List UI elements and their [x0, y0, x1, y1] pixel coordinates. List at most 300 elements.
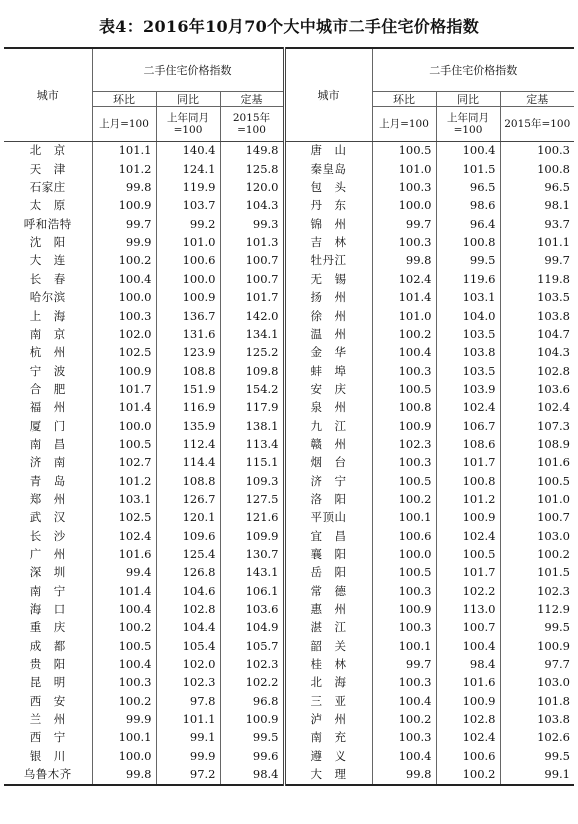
base-cell: 102.6: [500, 729, 574, 747]
mom-cell: 100.0: [92, 289, 156, 307]
city-cell: 太 原: [29, 198, 66, 213]
city-cell: 南 京: [29, 326, 66, 341]
base-cell: 100.9: [220, 711, 284, 729]
yoy-cell: 101.6: [436, 674, 500, 692]
yoy-cell: 105.4: [156, 637, 220, 655]
price-index-table: [4, 47, 574, 786]
mom-cell: 99.4: [92, 564, 156, 582]
base-cell: 113.4: [220, 436, 284, 454]
city-cell: 杭 州: [29, 345, 66, 360]
yoy-cell: 99.2: [156, 215, 220, 233]
yoy-cell: 109.6: [156, 527, 220, 545]
yoy-cell: 100.8: [436, 472, 500, 490]
city-cell: 烟 台: [284, 454, 372, 472]
table-row: [4, 729, 574, 747]
city-cell: 长 沙: [29, 528, 66, 543]
mom-cell: 99.8: [372, 252, 436, 270]
city-cell: 锦 州: [284, 215, 372, 233]
yoy-cell: 103.1: [436, 289, 500, 307]
mom-cell: 99.7: [92, 215, 156, 233]
yoy-cell: 112.4: [156, 436, 220, 454]
yoy-cell: 100.9: [156, 289, 220, 307]
base-cell: 121.6: [220, 509, 284, 527]
yoy-cell: 101.2: [436, 491, 500, 509]
city-cell: 徐 州: [284, 307, 372, 325]
yoy-cell: 108.8: [156, 472, 220, 490]
base-cell: 101.6: [500, 454, 574, 472]
base-cell: 100.8: [500, 160, 574, 178]
city-cell: 北 海: [284, 674, 372, 692]
mom-cell: 100.4: [92, 601, 156, 619]
yoy-cell: 114.4: [156, 454, 220, 472]
base-cell: 130.7: [220, 546, 284, 564]
base-cell: 99.5: [220, 729, 284, 747]
yoy-cell: 102.4: [436, 729, 500, 747]
city-cell: 贵 阳: [29, 657, 66, 672]
mom-cell: 100.3: [92, 674, 156, 692]
base-cell: 103.5: [500, 289, 574, 307]
mom-cell: 101.2: [92, 160, 156, 178]
city-cell: 福 州: [29, 400, 66, 415]
yoy-cell: 113.0: [436, 601, 500, 619]
table-row: [4, 252, 574, 270]
mom-cell: 99.7: [372, 656, 436, 674]
base-cell: 100.7: [220, 270, 284, 288]
yoy-cell: 103.7: [156, 197, 220, 215]
city-cell: 西 安: [29, 693, 66, 708]
mom-cell: 100.4: [92, 270, 156, 288]
city-cell: 韶 关: [284, 637, 372, 655]
yoy-cell: 102.4: [436, 527, 500, 545]
table-row: [4, 656, 574, 674]
base-cell: 142.0: [220, 307, 284, 325]
base-cell: 99.3: [220, 215, 284, 233]
table-row: [4, 197, 574, 215]
mom-cell: 100.3: [372, 179, 436, 197]
base-cell: 127.5: [220, 491, 284, 509]
mom-cell: 100.3: [372, 674, 436, 692]
mom-cell: 102.4: [372, 270, 436, 288]
city-cell: 南 充: [284, 729, 372, 747]
mom-cell: 101.4: [92, 582, 156, 600]
city-header-left: 城市: [4, 48, 92, 142]
city-cell: 深 圳: [29, 565, 66, 580]
yoy-header-right: 同比: [436, 92, 500, 107]
base-cell: 102.3: [500, 582, 574, 600]
yoy-cell: 123.9: [156, 344, 220, 362]
mom-cell: 101.1: [92, 142, 156, 161]
base-cell: 104.3: [500, 344, 574, 362]
yoy-cell: 102.0: [156, 656, 220, 674]
table-body: [4, 142, 574, 786]
table-row: [4, 344, 574, 362]
yoy-cell: 100.6: [436, 747, 500, 765]
base-cell: 108.9: [500, 436, 574, 454]
city-cell: 大 理: [284, 766, 372, 785]
yoy-cell: 101.7: [436, 454, 500, 472]
city-cell: 安 庆: [284, 380, 372, 398]
city-cell: 西 宁: [29, 730, 66, 745]
yoy-cell: 100.0: [156, 270, 220, 288]
yoy-cell: 101.7: [436, 564, 500, 582]
base-cell: 109.8: [220, 362, 284, 380]
yoy-cell: 135.9: [156, 417, 220, 435]
city-cell: 济 南: [29, 455, 66, 470]
mom-cell: 100.9: [372, 601, 436, 619]
yoy-cell: 126.7: [156, 491, 220, 509]
mom-cell: 100.0: [372, 546, 436, 564]
mom-cell: 102.5: [92, 344, 156, 362]
mom-cell: 100.3: [372, 234, 436, 252]
yoy-cell: 100.5: [436, 546, 500, 564]
yoy-cell: 100.9: [436, 692, 500, 710]
mom-cell: 100.6: [372, 527, 436, 545]
yoy-cell: 104.6: [156, 582, 220, 600]
city-cell: 常 德: [284, 582, 372, 600]
mom-cell: 100.3: [372, 582, 436, 600]
base-cell: 101.0: [500, 491, 574, 509]
table-row: [4, 215, 574, 233]
base-cell: 112.9: [500, 601, 574, 619]
yoy-cell: 131.6: [156, 325, 220, 343]
yoy-cell: 99.5: [436, 252, 500, 270]
yoy-cell: 100.4: [436, 637, 500, 655]
mom-cell: 101.4: [92, 399, 156, 417]
city-cell: 重 庆: [29, 620, 66, 635]
table-row: [4, 711, 574, 729]
yoy-cell: 102.8: [156, 601, 220, 619]
city-cell: 丹 东: [284, 197, 372, 215]
mom-cell: 100.5: [372, 564, 436, 582]
yoy-base-left: 上年同月=100: [156, 107, 220, 142]
yoy-cell: 106.7: [436, 417, 500, 435]
city-cell: 石家庄: [29, 180, 66, 195]
mom-cell: 100.5: [372, 380, 436, 398]
mom-cell: 100.3: [372, 619, 436, 637]
mom-cell: 100.4: [372, 747, 436, 765]
table-row: [4, 234, 574, 252]
table-row: [4, 491, 574, 509]
base-cell: 109.3: [220, 472, 284, 490]
city-cell: 岳 阳: [284, 564, 372, 582]
table-row: [4, 307, 574, 325]
yoy-cell: 99.9: [156, 747, 220, 765]
yoy-cell: 100.7: [436, 619, 500, 637]
yoy-cell: 97.2: [156, 766, 220, 785]
base-cell: 100.5: [500, 472, 574, 490]
index-header-left: 二手住宅价格指数: [92, 48, 284, 92]
city-cell: 平顶山: [284, 509, 372, 527]
yoy-cell: 103.9: [436, 380, 500, 398]
table-row: [4, 766, 574, 785]
mom-cell: 100.3: [372, 454, 436, 472]
yoy-cell: 96.4: [436, 215, 500, 233]
base-cell: 102.4: [500, 399, 574, 417]
base-cell: 98.1: [500, 197, 574, 215]
city-cell: 大 连: [29, 253, 66, 268]
mom-cell: 100.2: [92, 252, 156, 270]
yoy-cell: 104.4: [156, 619, 220, 637]
mom-cell: 100.5: [92, 436, 156, 454]
yoy-cell: 116.9: [156, 399, 220, 417]
base-cell: 100.3: [500, 142, 574, 161]
mom-cell: 101.0: [372, 307, 436, 325]
base-cell: 109.9: [220, 527, 284, 545]
table-row: [4, 270, 574, 288]
mom-cell: 100.5: [372, 472, 436, 490]
base-cell: 98.4: [220, 766, 284, 785]
base-cell: 99.6: [220, 747, 284, 765]
mom-cell: 100.9: [92, 362, 156, 380]
yoy-cell: 99.1: [156, 729, 220, 747]
yoy-cell: 108.6: [436, 436, 500, 454]
yoy-cell: 102.4: [436, 399, 500, 417]
base-cell: 115.1: [220, 454, 284, 472]
mom-cell: 100.0: [92, 747, 156, 765]
city-cell: 无 锡: [284, 270, 372, 288]
table-row: [4, 546, 574, 564]
yoy-cell: 100.8: [436, 234, 500, 252]
city-cell: 牡丹江: [284, 252, 372, 270]
base-cell: 96.5: [500, 179, 574, 197]
yoy-cell: 98.4: [436, 656, 500, 674]
city-cell: 宜 昌: [284, 527, 372, 545]
base-cell: 100.7: [500, 509, 574, 527]
mom-base-right: 上月=100: [372, 107, 436, 142]
base-cell: 99.5: [500, 747, 574, 765]
city-cell: 惠 州: [284, 601, 372, 619]
city-cell: 泉 州: [284, 399, 372, 417]
mom-cell: 100.9: [92, 197, 156, 215]
yoy-cell: 102.2: [436, 582, 500, 600]
mom-cell: 100.2: [372, 491, 436, 509]
city-cell: 青 岛: [29, 473, 66, 488]
table-row: [4, 454, 574, 472]
base-cell: 102.2: [220, 674, 284, 692]
city-cell: 长 春: [29, 271, 66, 286]
base-cell: 101.3: [220, 234, 284, 252]
table-row: [4, 325, 574, 343]
mom-cell: 100.9: [372, 417, 436, 435]
table-row: [4, 582, 574, 600]
base-cell: 104.3: [220, 197, 284, 215]
city-cell: 武 汉: [29, 510, 66, 525]
city-cell: 金 华: [284, 344, 372, 362]
mom-cell: 102.7: [92, 454, 156, 472]
yoy-cell: 102.8: [436, 711, 500, 729]
mom-cell: 100.2: [372, 711, 436, 729]
city-cell: 南 昌: [29, 436, 66, 451]
table-row: [4, 142, 574, 161]
mom-cell: 100.3: [372, 729, 436, 747]
yoy-cell: 101.0: [156, 234, 220, 252]
base-header-left: 定基: [220, 92, 284, 107]
city-cell: 上 海: [29, 308, 66, 323]
base-cell: 143.1: [220, 564, 284, 582]
table-row: [4, 472, 574, 490]
city-cell: 温 州: [284, 325, 372, 343]
city-cell: 秦皇岛: [284, 160, 372, 178]
mom-cell: 99.9: [92, 711, 156, 729]
base-cell: 119.8: [500, 270, 574, 288]
base-base-right: 2015年=100: [500, 107, 574, 142]
base-cell: 125.8: [220, 160, 284, 178]
yoy-cell: 140.4: [156, 142, 220, 161]
city-cell: 兰 州: [29, 712, 66, 727]
city-cell: 吉 林: [284, 234, 372, 252]
base-cell: 101.8: [500, 692, 574, 710]
yoy-cell: 96.5: [436, 179, 500, 197]
city-cell: 天 津: [29, 161, 66, 176]
city-cell: 呼和浩特: [23, 216, 72, 231]
city-cell: 赣 州: [284, 436, 372, 454]
mom-cell: 102.0: [92, 325, 156, 343]
mom-cell: 101.0: [372, 160, 436, 178]
base-cell: 97.7: [500, 656, 574, 674]
city-cell: 包 头: [284, 179, 372, 197]
mom-cell: 100.5: [92, 637, 156, 655]
base-cell: 106.1: [220, 582, 284, 600]
base-cell: 103.6: [220, 601, 284, 619]
base-cell: 103.6: [500, 380, 574, 398]
table-title: 表4：2016年10月70个大中城市二手住宅价格指数: [99, 17, 479, 36]
base-cell: 101.1: [500, 234, 574, 252]
base-cell: 104.7: [500, 325, 574, 343]
yoy-cell: 100.9: [436, 509, 500, 527]
city-cell: 海 口: [29, 602, 66, 617]
mom-cell: 103.1: [92, 491, 156, 509]
base-cell: 100.7: [220, 252, 284, 270]
table-row: [4, 436, 574, 454]
mom-cell: 99.9: [92, 234, 156, 252]
city-cell: 扬 州: [284, 289, 372, 307]
city-cell: 蚌 埠: [284, 362, 372, 380]
table-row: [4, 509, 574, 527]
mom-cell: 102.3: [372, 436, 436, 454]
mom-cell: 101.7: [92, 380, 156, 398]
yoy-cell: 103.5: [436, 362, 500, 380]
city-cell: 济 宁: [284, 472, 372, 490]
table-row: [4, 527, 574, 545]
city-cell: 襄 阳: [284, 546, 372, 564]
yoy-cell: 126.8: [156, 564, 220, 582]
base-cell: 100.2: [500, 546, 574, 564]
mom-cell: 100.3: [372, 362, 436, 380]
base-cell: 107.3: [500, 417, 574, 435]
mom-cell: 100.3: [92, 307, 156, 325]
yoy-cell: 98.6: [436, 197, 500, 215]
base-cell: 154.2: [220, 380, 284, 398]
mom-cell: 99.8: [92, 766, 156, 785]
yoy-cell: 103.8: [436, 344, 500, 362]
city-cell: 三 亚: [284, 692, 372, 710]
mom-cell: 99.8: [372, 766, 436, 785]
table-row: [4, 619, 574, 637]
table-row: [4, 747, 574, 765]
mom-cell: 100.0: [372, 197, 436, 215]
base-cell: 99.7: [500, 252, 574, 270]
yoy-cell: 103.5: [436, 325, 500, 343]
yoy-cell: 108.8: [156, 362, 220, 380]
city-cell: 北 京: [29, 143, 66, 158]
city-cell: 成 都: [29, 638, 66, 653]
mom-cell: 100.2: [92, 692, 156, 710]
yoy-cell: 100.6: [156, 252, 220, 270]
base-cell: 99.5: [500, 619, 574, 637]
city-cell: 九 江: [284, 417, 372, 435]
mom-cell: 100.1: [372, 509, 436, 527]
table-row: [4, 362, 574, 380]
base-cell: 117.9: [220, 399, 284, 417]
mom-cell: 100.8: [372, 399, 436, 417]
city-cell: 泸 州: [284, 711, 372, 729]
city-cell: 郑 州: [29, 491, 66, 506]
yoy-cell: 97.8: [156, 692, 220, 710]
table-row: [4, 692, 574, 710]
mom-cell: 101.6: [92, 546, 156, 564]
base-header-right: 定基: [500, 92, 574, 107]
mom-cell: 100.1: [372, 637, 436, 655]
yoy-cell: 125.4: [156, 546, 220, 564]
base-cell: 96.8: [220, 692, 284, 710]
city-header-right: 城市: [284, 48, 372, 142]
table-row: [4, 564, 574, 582]
yoy-cell: 119.6: [436, 270, 500, 288]
base-cell: 138.1: [220, 417, 284, 435]
city-cell: 乌鲁木齐: [4, 766, 92, 785]
yoy-header-left: 同比: [156, 92, 220, 107]
mom-cell: 101.2: [92, 472, 156, 490]
base-base-left: 2015年=100: [220, 107, 284, 142]
mom-cell: 100.2: [372, 325, 436, 343]
base-cell: 125.2: [220, 344, 284, 362]
base-cell: 99.1: [500, 766, 574, 785]
base-cell: 101.5: [500, 564, 574, 582]
mom-cell: 100.0: [92, 417, 156, 435]
city-cell: 唐 山: [284, 142, 372, 161]
mom-base-left: 上月=100: [92, 107, 156, 142]
city-cell: 沈 阳: [29, 235, 66, 250]
table-row: [4, 417, 574, 435]
base-cell: 102.8: [500, 362, 574, 380]
yoy-cell: 136.7: [156, 307, 220, 325]
base-cell: 104.9: [220, 619, 284, 637]
yoy-cell: 102.3: [156, 674, 220, 692]
base-cell: 103.8: [500, 711, 574, 729]
table-row: [4, 179, 574, 197]
yoy-cell: 104.0: [436, 307, 500, 325]
base-cell: 134.1: [220, 325, 284, 343]
city-cell: 厦 门: [29, 418, 66, 433]
city-cell: 昆 明: [29, 675, 66, 690]
mom-cell: 100.4: [372, 344, 436, 362]
base-cell: 102.3: [220, 656, 284, 674]
table-row: [4, 160, 574, 178]
city-cell: 南 宁: [29, 583, 66, 598]
yoy-base-right: 上年同月=100: [436, 107, 500, 142]
mom-cell: 100.1: [92, 729, 156, 747]
yoy-cell: 119.9: [156, 179, 220, 197]
city-cell: 哈尔滨: [29, 290, 66, 305]
mom-cell: 101.4: [372, 289, 436, 307]
mom-header-left: 环比: [92, 92, 156, 107]
table-row: [4, 674, 574, 692]
city-cell: 桂 林: [284, 656, 372, 674]
base-cell: 93.7: [500, 215, 574, 233]
mom-cell: 100.4: [372, 692, 436, 710]
mom-cell: 100.4: [92, 656, 156, 674]
city-cell: 银 川: [29, 748, 66, 763]
